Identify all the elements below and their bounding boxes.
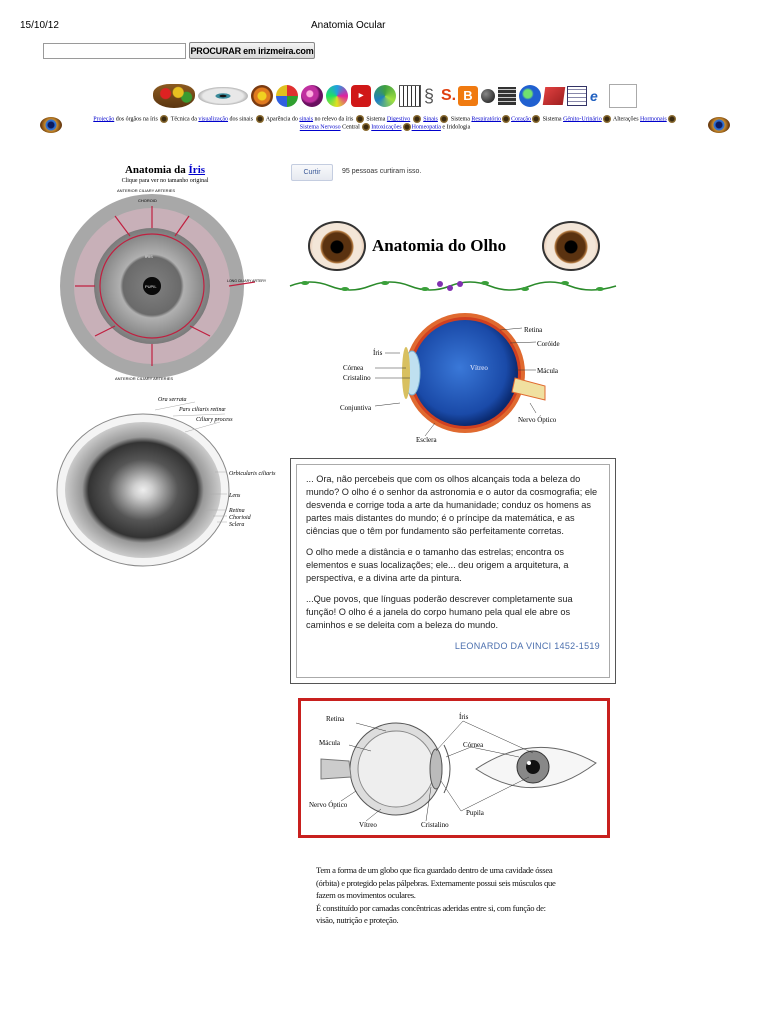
- nav-text: no relevo da íris: [313, 116, 355, 123]
- nav-text: Técnica da: [169, 116, 199, 123]
- nav-link-digestivo[interactable]: Digestivo: [386, 116, 411, 123]
- quote-box: [290, 458, 616, 684]
- nav-link-genito-urinario[interactable]: Génito-Urinário: [563, 116, 602, 123]
- ciliary-label-3: Orbicularis ciliaris: [229, 471, 276, 477]
- nav-text: dos sinais: [228, 116, 255, 123]
- section-label-nervo: Nervo Óptico: [309, 801, 348, 809]
- nav-link-sistema-nervoso[interactable]: Sistema Nervoso: [299, 124, 341, 131]
- eye-label-macula: Mácula: [537, 367, 558, 375]
- nav-text: Sistema: [541, 116, 564, 123]
- section-label-cornea: Córnea: [463, 741, 484, 749]
- eye-cross-section-image[interactable]: [340, 308, 580, 443]
- iris-label-bottom: ANTERIOR CILIARY ARTERIES: [115, 376, 174, 381]
- search-button[interactable]: PROCURAR em irizmeira.com: [189, 42, 315, 59]
- recycle-icon[interactable]: [276, 85, 298, 107]
- eye-title: Anatomia do Olho: [372, 236, 507, 255]
- nav-link-sinais[interactable]: sinais: [299, 116, 314, 123]
- nav-text: Sistema: [364, 116, 387, 123]
- ciliary-label-6: Chorioid: [229, 515, 251, 521]
- youtube-icon[interactable]: ▶: [351, 85, 371, 107]
- nav-text: Alterações: [611, 116, 641, 123]
- eye-ball-icon[interactable]: [708, 117, 730, 133]
- iris-anatomy-image[interactable]: [55, 186, 270, 382]
- ribbon-icon[interactable]: §: [424, 86, 435, 106]
- nav-link-visualizacao[interactable]: visualização: [198, 116, 229, 123]
- iris-subtitle: Clique para ver no tamanho original: [121, 178, 209, 184]
- eye-title-banner: [308, 219, 614, 275]
- eye-label-coroide: Coróide: [537, 340, 560, 348]
- bullet-eye-icon: [502, 115, 510, 123]
- section-label-cristalino: Cristalino: [421, 821, 449, 829]
- ciliary-label-0: Ora serrata: [158, 397, 187, 403]
- iris-label-right: LONG CILIARY ARTERY: [227, 279, 267, 283]
- bullet-eye-icon: [668, 115, 676, 123]
- eye-description: [316, 864, 616, 927]
- box-icon[interactable]: [543, 87, 566, 105]
- nav-text: Sistema: [449, 116, 472, 123]
- bullet-eye-icon: [603, 115, 611, 123]
- description-line-3: fazem os movimentos oculares.: [316, 890, 416, 900]
- swirl-icon[interactable]: [326, 85, 348, 107]
- section-label-pupila: Pupila: [466, 809, 484, 817]
- like-count: 95 pessoas curtiram isso.: [342, 168, 422, 175]
- eye-section-drawing: [301, 701, 607, 835]
- ball-icon[interactable]: [481, 89, 495, 103]
- quote-paragraph-2: O olho mede a distância e o tamanho das estrelas; encontra os elementos e suas localizações; ele... deu origem a arquitetura, a perspectiva, e a divina arte da pintura.: [306, 547, 569, 583]
- nav-link-hormonais[interactable]: Hormonais: [640, 116, 667, 123]
- iris-title-link[interactable]: Íris: [188, 164, 206, 176]
- ie-icon[interactable]: e: [590, 88, 598, 104]
- nav-link-sinais-2[interactable]: Sinais: [423, 116, 438, 123]
- eye-label-conjuntiva: Conjuntiva: [340, 404, 372, 412]
- bullet-eye-icon: [256, 115, 264, 123]
- section-label-retina: Retina: [326, 715, 345, 723]
- bullet-eye-icon: [356, 115, 364, 123]
- earth-icon[interactable]: [519, 85, 541, 107]
- print-date: 15/10/12: [20, 20, 59, 31]
- eye-section-diagram[interactable]: [298, 698, 610, 838]
- ciliary-label-2: Ciliary process: [196, 417, 233, 423]
- description-line-5: visão, nutrição e proteção.: [316, 915, 399, 925]
- quote-paragraph-1: ... Ora, não percebeis que com os olhos alcançais toda a beleza do mundo? O olho é o senhor da astronomia e o autor da cosmografia; ele desvenda e corrige toda a arte da humanidade; conduz os homens as partes mais distantes do mundo; é o príncipe da matemática, e as ciências que o têm por fundamento são perfeitamente corretas.: [306, 474, 598, 536]
- page-title: Anatomia Ocular: [311, 20, 386, 31]
- icon-toolbar: [153, 84, 637, 108]
- nav-text: Central: [340, 124, 362, 131]
- leaf-icon[interactable]: [374, 85, 396, 107]
- skype-icon[interactable]: S.: [441, 87, 457, 104]
- nav-link-respiratorio[interactable]: Respiratório: [471, 116, 502, 123]
- bullet-eye-icon: [403, 123, 411, 131]
- ciliary-label-5: Retina: [229, 508, 245, 514]
- nav-link-homeopatia[interactable]: Homeopatia: [411, 124, 441, 131]
- iris-label-top: ANTERIOR CILIARY ARTERIES: [117, 188, 176, 193]
- eye-label-esclera: Esclera: [416, 436, 437, 444]
- iris-label-choroid: CHOROID: [138, 198, 157, 203]
- ciliary-label-4: Lens: [229, 493, 241, 499]
- nav-link-coracao[interactable]: Coração: [511, 116, 532, 123]
- quote-author: LEONARDO DA VINCI 1452-1519: [454, 641, 600, 651]
- bullet-eye-icon: [413, 115, 421, 123]
- search-input[interactable]: [43, 43, 186, 59]
- quote-paragraph-3: ...Que povos, que línguas poderão descrever completamente sua função! O olho é a janela do corpo humano pela qual ele abre os caminhos e se deleita com a beleza do mundo.: [306, 594, 573, 630]
- section-label-macula: Mácula: [319, 739, 340, 747]
- eye-label-iris: Íris: [373, 349, 383, 357]
- ciliary-label-7: Sclera: [229, 522, 245, 528]
- iris-section-title: [80, 164, 250, 176]
- section-label-iris: Íris: [459, 713, 469, 721]
- nav-text: dos órgãos na íris: [114, 116, 160, 123]
- nav-links: [40, 115, 730, 133]
- blank-box-icon[interactable]: [609, 84, 637, 108]
- eye-label-vitreo: Vítreo: [470, 364, 488, 372]
- nav-text: Aparência do: [264, 116, 300, 123]
- bullet-eye-icon: [160, 115, 168, 123]
- nav-link-projecao[interactable]: Projeção: [93, 116, 115, 123]
- eye-label-cristalino: Cristalino: [343, 374, 371, 382]
- globe-icon[interactable]: [301, 85, 323, 107]
- eye-label-nervo: Nervo Óptico: [518, 416, 557, 424]
- description-line-4: É constituído por camadas concêntricas aderidas entre si, com função de:: [316, 902, 546, 913]
- flower-icon[interactable]: [251, 85, 273, 107]
- section-label-vitreo: Vítreo: [359, 821, 377, 829]
- nav-link-intoxicacoes[interactable]: Intoxicações: [371, 124, 402, 131]
- ciliary-label-1: Pars ciliaris retinæ: [179, 407, 226, 413]
- eye-ball-icon[interactable]: [40, 117, 62, 133]
- bullet-eye-icon: [362, 123, 370, 131]
- calendar-icon[interactable]: [399, 85, 421, 107]
- film-icon[interactable]: [498, 87, 516, 105]
- description-line-1: Tem a forma de um globo que fica guardado dentro de uma cavidade óssea: [316, 865, 553, 875]
- eye-icon[interactable]: [198, 87, 248, 105]
- iris-label-pupil: PUPIL: [145, 284, 157, 289]
- bullet-eye-icon: [440, 115, 448, 123]
- quote-inner: [296, 464, 610, 678]
- iris-title-prefix: Anatomia da: [124, 164, 189, 176]
- eye-label-retina: Retina: [524, 326, 543, 334]
- ciliary-diagram-image[interactable]: [55, 392, 276, 567]
- iris-label-iris: IRIS: [145, 254, 153, 259]
- eye-label-cornea: Córnea: [343, 364, 364, 372]
- blogger-icon[interactable]: B: [458, 86, 478, 106]
- description-line-2: (órbita) e protegido pelas pálpebras. Externamente possui seis músculos que: [316, 877, 556, 888]
- eye-left-icon: [308, 221, 366, 271]
- bullet-eye-icon: [532, 115, 540, 123]
- eye-right-icon: [542, 221, 600, 271]
- like-button[interactable]: Curtir: [291, 164, 333, 181]
- grid-icon[interactable]: [567, 86, 587, 106]
- nav-text: e Iridologia: [440, 124, 471, 131]
- fruit-basket-icon[interactable]: [153, 84, 195, 108]
- vine-divider: [290, 278, 616, 294]
